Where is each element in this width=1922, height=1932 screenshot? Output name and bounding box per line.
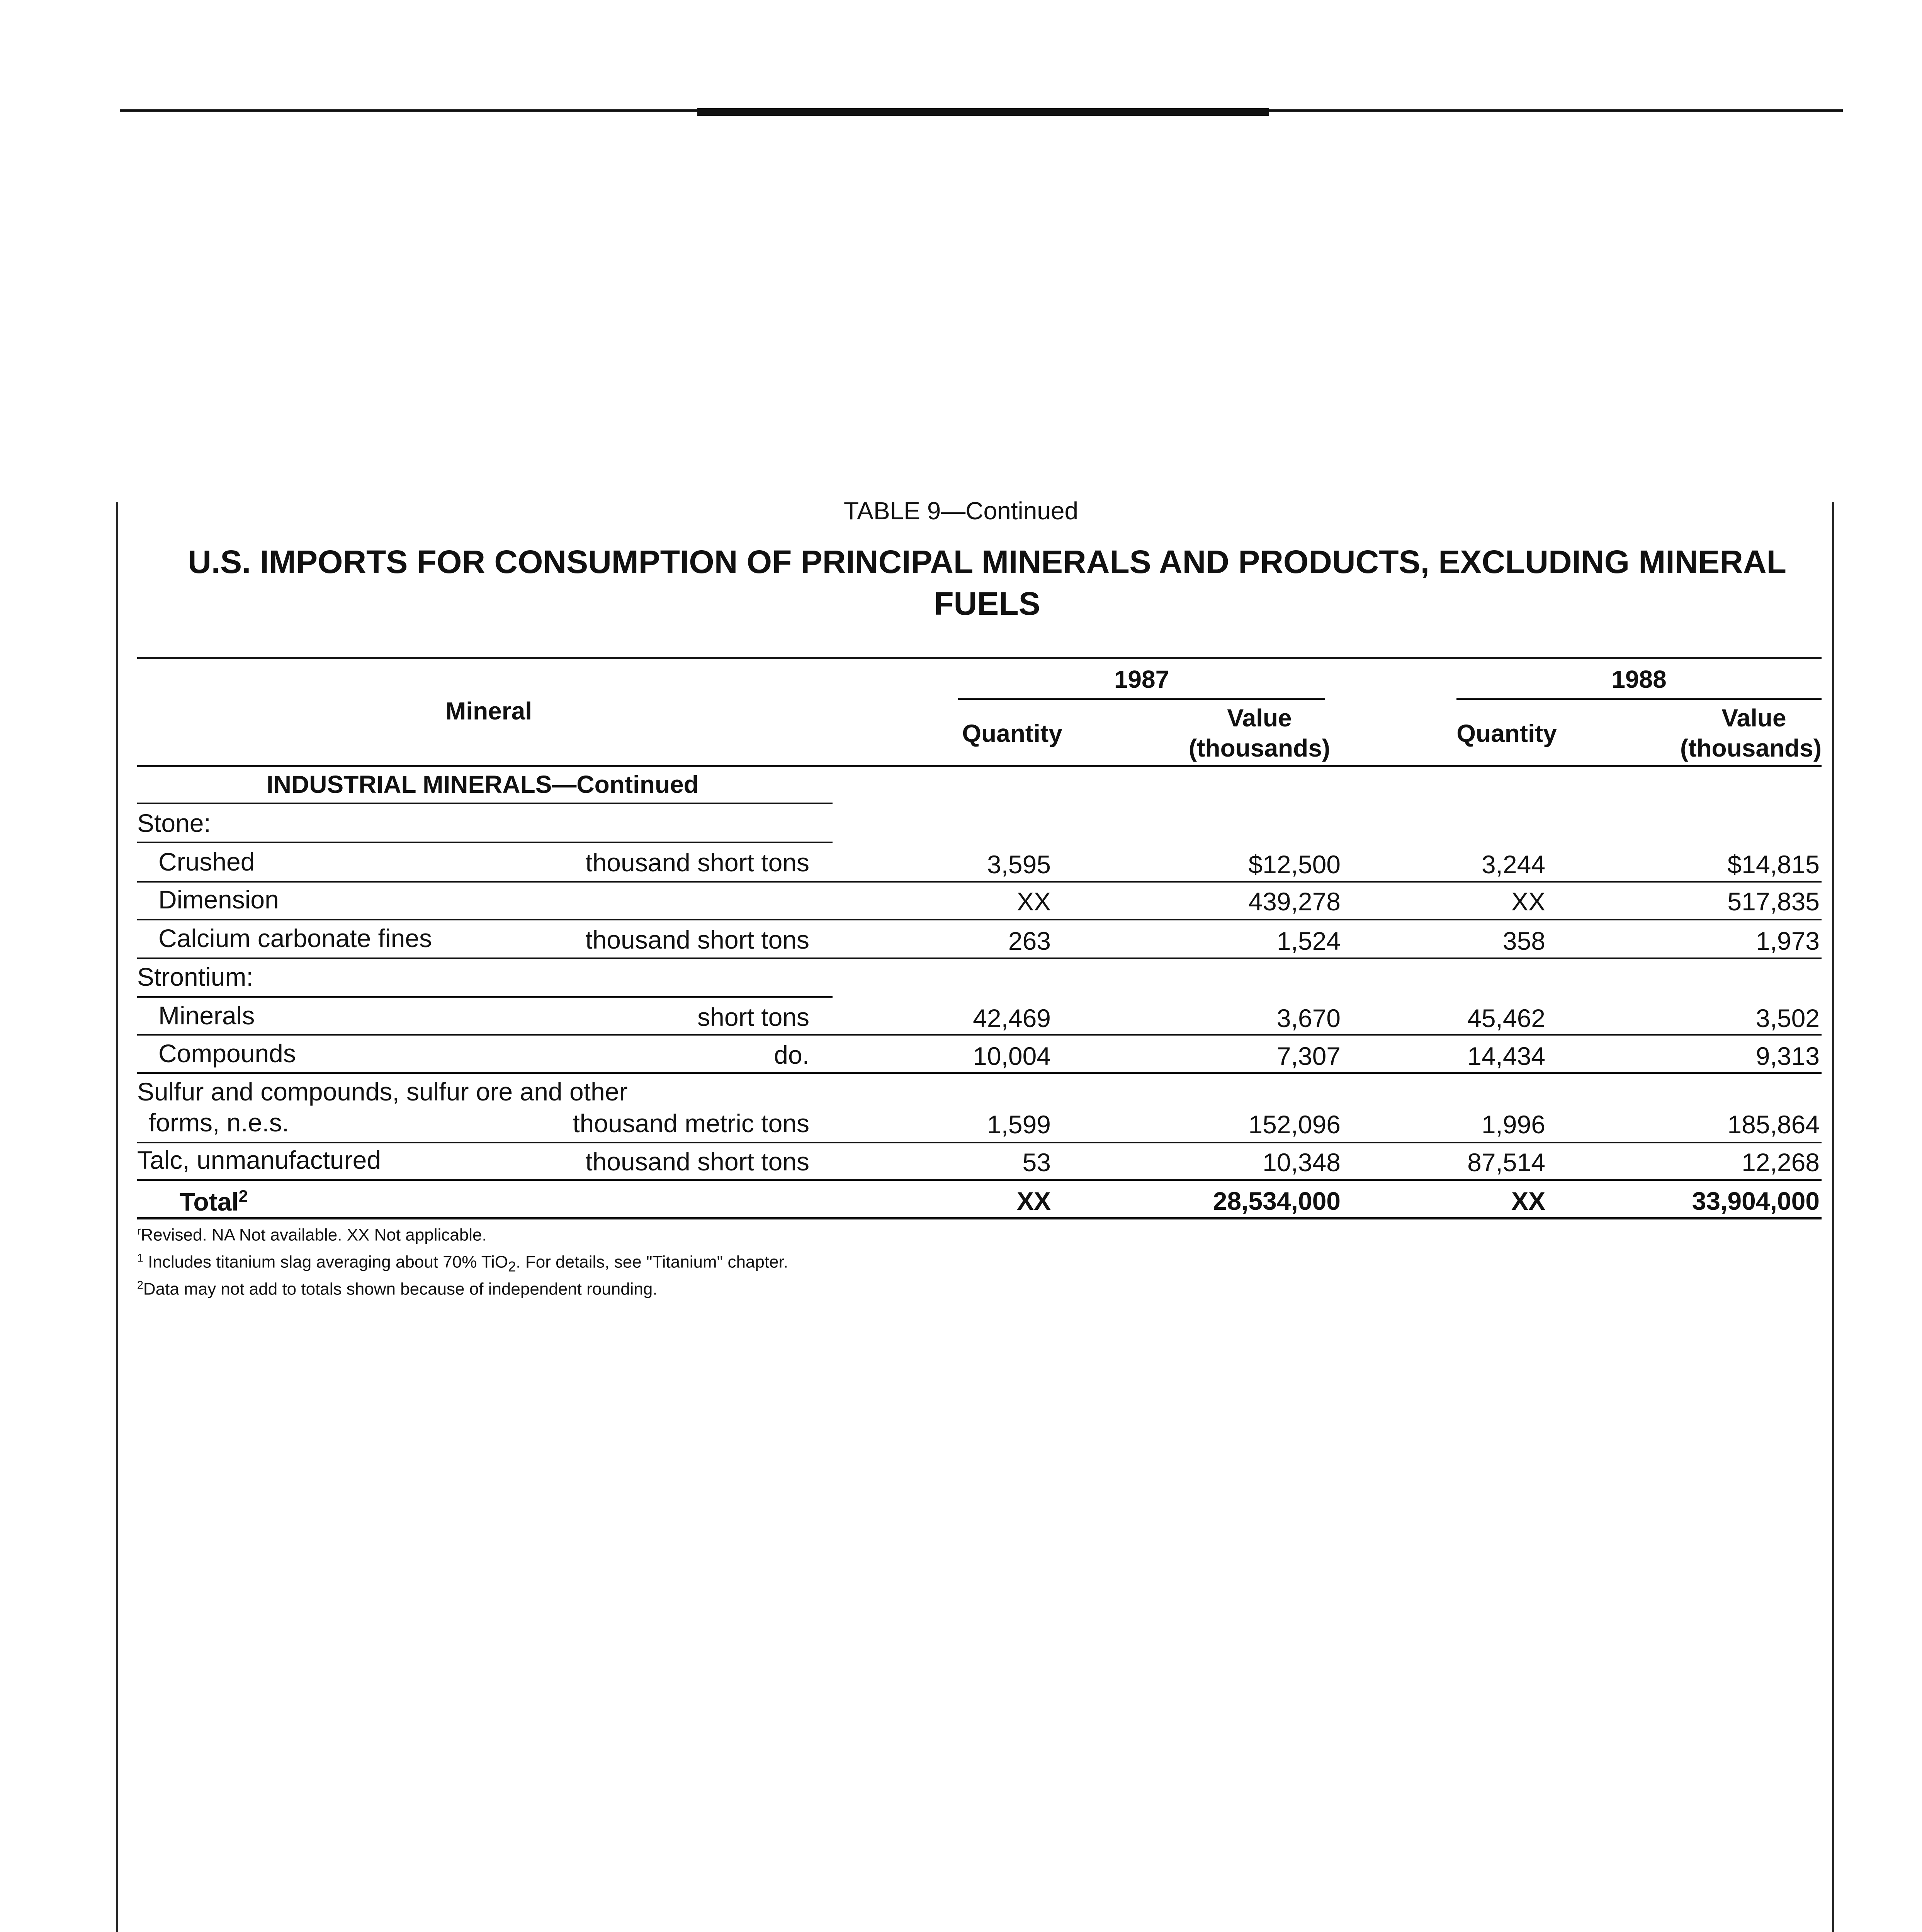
cell-v87: 7,307 <box>1276 1042 1341 1070</box>
row-rule <box>137 1072 1822 1074</box>
footnote-text-cont: . For details, see "Titanium" chapter. <box>516 1252 789 1272</box>
cell-q88: 3,244 <box>1481 850 1545 879</box>
row-label: Calcium carbonate fines <box>158 924 432 952</box>
cell-q88: 87,514 <box>1467 1148 1545 1177</box>
row-unit: thousand short tons <box>585 1147 809 1176</box>
header-value-1988-l2: (thousands) <box>1680 734 1822 762</box>
total-v87: 28,534,000 <box>1213 1187 1341 1215</box>
header-quantity-1988: Quantity <box>1456 719 1557 747</box>
cell-v87: $12,500 <box>1248 850 1341 879</box>
header-value-1988-l1: Value <box>1721 704 1786 732</box>
total-footnote-mark: 2 <box>238 1187 248 1206</box>
year1-rule <box>958 698 1325 700</box>
cell-v87: 3,670 <box>1276 1004 1341 1032</box>
table-bottom-rule <box>137 1217 1822 1219</box>
row-unit: thousand metric tons <box>573 1109 809 1138</box>
cell-v88: 3,502 <box>1755 1004 1820 1032</box>
year2-rule <box>1456 698 1822 700</box>
row-rule <box>137 957 1822 959</box>
row-label: Talc, unmanufactured <box>137 1146 381 1174</box>
cell-q88: 1,996 <box>1481 1110 1545 1139</box>
row-rule <box>137 996 833 998</box>
total-q88: XX <box>1511 1187 1545 1215</box>
footnote-revised <box>137 1225 487 1245</box>
row-label-continued: forms, n.e.s. <box>149 1108 289 1137</box>
row-label: Sulfur and compounds, sulfur ore and other <box>137 1077 628 1106</box>
cell-v88: 517,835 <box>1727 887 1820 916</box>
row-unit: thousand short tons <box>585 848 809 877</box>
row-label: Minerals <box>158 1001 255 1030</box>
cell-v88: 12,268 <box>1742 1148 1820 1177</box>
total-label <box>180 1181 248 1217</box>
table-title: U.S. IMPORTS FOR CONSUMPTION OF PRINCIPAL MINERALS AND PRODUCTS, EXCLUDING MINERAL FUELS <box>188 544 1786 622</box>
header-quantity-1987: Quantity <box>962 719 1062 747</box>
row-rule <box>137 919 1822 920</box>
table-caption: TABLE 9—Continued <box>843 497 1079 525</box>
cell-v88: 1,973 <box>1755 927 1820 955</box>
footnote-text: Data may not add to totals shown because of independent rounding. <box>143 1279 658 1299</box>
section-rule <box>137 803 833 804</box>
cell-v88: $14,815 <box>1727 850 1820 879</box>
cell-q87: XX <box>1016 887 1051 916</box>
cell-q87: 10,004 <box>973 1042 1051 1070</box>
row-rule <box>137 881 1822 883</box>
header-mineral: Mineral <box>445 697 532 725</box>
cell-q87: 42,469 <box>973 1004 1051 1032</box>
header-top-rule <box>137 657 1822 659</box>
footnote-subscript: 2 <box>508 1259 516 1275</box>
header-year-1988: 1988 <box>1611 665 1667 693</box>
footnote-mark: r <box>137 1225 141 1237</box>
row-label: Stone: <box>137 809 211 837</box>
total-v88: 33,904,000 <box>1692 1187 1820 1215</box>
row-label: Dimension <box>158 885 279 914</box>
cell-q87: 53 <box>1022 1148 1051 1177</box>
cell-v88: 9,313 <box>1755 1042 1820 1070</box>
row-unit: thousand short tons <box>585 925 809 954</box>
left-margin-line <box>116 502 118 1932</box>
total-label-text: Total <box>180 1187 239 1216</box>
cell-v88: 185,864 <box>1727 1110 1820 1139</box>
cell-q87: 1,599 <box>987 1110 1051 1139</box>
header-bottom-rule <box>137 765 1822 767</box>
cell-q88: 14,434 <box>1467 1042 1545 1070</box>
row-rule <box>137 842 833 843</box>
row-label: Strontium: <box>137 963 253 991</box>
top-rule-thick <box>697 108 1269 116</box>
total-q87: XX <box>1016 1187 1051 1215</box>
cell-q88: 45,462 <box>1467 1004 1545 1032</box>
cell-v87: 439,278 <box>1248 887 1341 916</box>
cell-q87: 263 <box>1008 927 1051 955</box>
section-heading: INDUSTRIAL MINERALS—Continued <box>267 770 699 798</box>
footnote-text: Includes titanium slag averaging about 70% TiO <box>148 1252 508 1272</box>
header-year-1987: 1987 <box>1114 665 1169 693</box>
footnote-2 <box>137 1279 658 1299</box>
row-rule <box>137 1034 1822 1036</box>
cell-v87: 1,524 <box>1276 927 1341 955</box>
cell-v87: 152,096 <box>1248 1110 1341 1139</box>
cell-q88: XX <box>1511 887 1545 916</box>
row-label: Compounds <box>158 1039 296 1068</box>
cell-v87: 10,348 <box>1263 1148 1341 1177</box>
footnote-1 <box>137 1252 788 1275</box>
row-rule <box>137 1142 1822 1143</box>
header-value-1987-l1: Value <box>1227 704 1292 732</box>
row-unit: short tons <box>697 1003 809 1031</box>
row-label: Crushed <box>158 847 255 876</box>
row-rule <box>137 1179 1822 1181</box>
cell-q88: 358 <box>1502 927 1545 955</box>
cell-q87: 3,595 <box>987 850 1051 879</box>
row-unit: do. <box>774 1041 809 1069</box>
footnote-text: Revised. NA Not available. XX Not applicable. <box>141 1225 487 1245</box>
header-value-1987-l2: (thousands) <box>1188 734 1331 762</box>
footnote-mark: 2 <box>137 1279 143 1291</box>
footnote-mark: 1 <box>137 1252 143 1264</box>
